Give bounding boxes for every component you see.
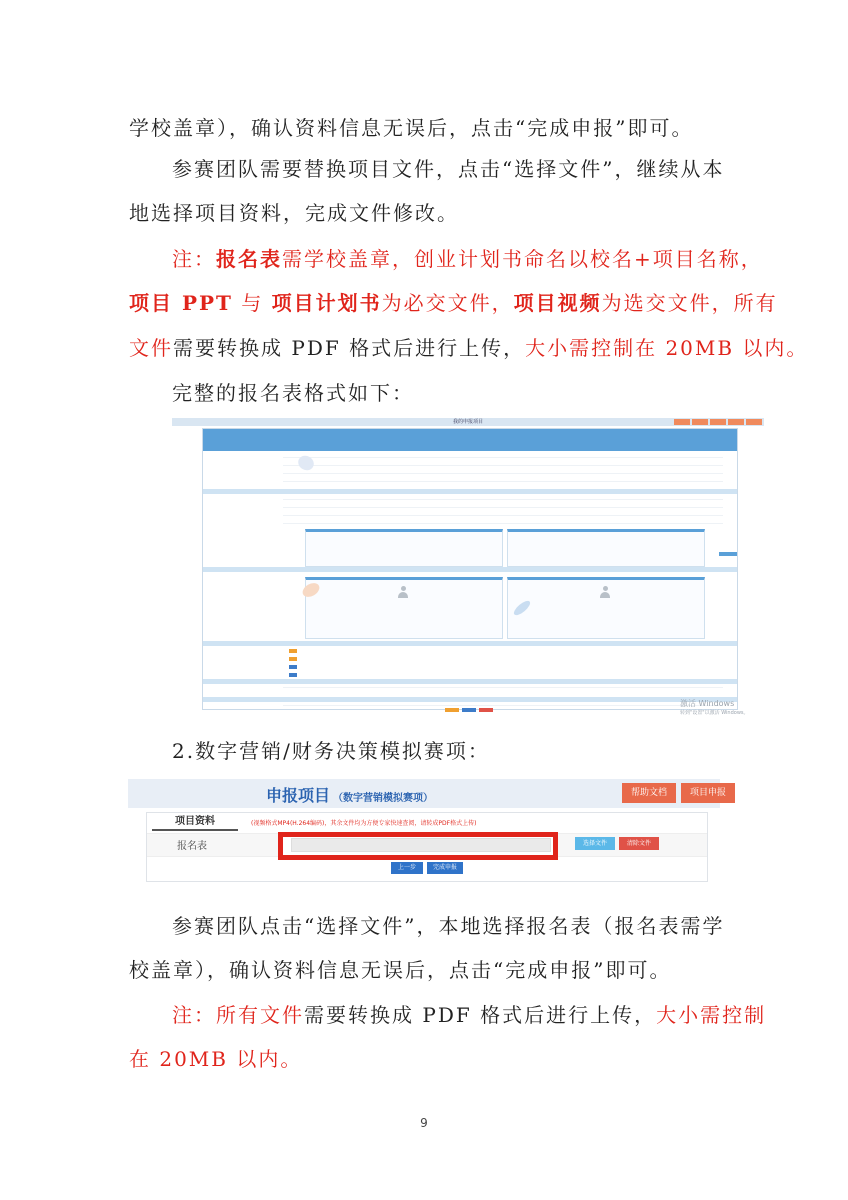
paragraph-line: 完整的报名表格式如下： — [172, 381, 414, 405]
mentor-card — [305, 577, 503, 639]
file-tag — [289, 673, 297, 677]
form-panel — [202, 428, 738, 710]
note-emphasis: 项目视频 — [513, 291, 602, 315]
note-emphasis: 报名表 — [216, 247, 282, 271]
title-text: 申报项目 — [266, 786, 331, 805]
avatar-icon — [398, 586, 408, 598]
note-line — [129, 287, 778, 319]
clear-file-button[interactable]: 清除文件 — [619, 837, 659, 850]
screenshot-top-buttons — [674, 419, 762, 425]
screenshot-title: 我的申报项目 — [452, 419, 483, 425]
note-prefix: 注： — [172, 247, 216, 271]
file-tag — [289, 657, 297, 661]
member-card — [507, 529, 705, 567]
member-card — [305, 529, 503, 567]
top-button — [746, 419, 762, 425]
form-header-block — [203, 429, 737, 451]
prev-step-button[interactable]: 上一步 — [391, 862, 423, 874]
form-section-bar — [203, 641, 737, 646]
note-line — [172, 243, 763, 275]
registration-form-screenshot — [172, 418, 764, 718]
note-text: 为选交文件，所有 — [601, 291, 778, 315]
project-apply-button[interactable]: 项目申报 — [681, 783, 735, 803]
note-text: 注：所有文件 — [172, 1003, 304, 1027]
windows-watermark: 激活 Windows — [680, 699, 735, 708]
note-line: 在 20MB 以内。 — [129, 1047, 303, 1071]
note-emphasis: 项目计划书 — [271, 291, 382, 315]
note-text: 需要转换成 PDF 格式后进行上传， — [304, 1003, 657, 1027]
note-text: 大小需控制 — [656, 1003, 767, 1027]
bottom-button — [479, 708, 493, 712]
section-label: 项目资料 — [152, 815, 238, 831]
note-line — [129, 332, 808, 364]
windows-watermark-sub: 转到"设置"以激活 Windows。 — [680, 710, 749, 716]
mentor-card — [507, 577, 705, 639]
form-section-bar — [203, 567, 737, 572]
bottom-button — [445, 708, 459, 712]
note-text: 大小需控制在 20MB 以内。 — [525, 336, 809, 360]
paragraph-line: 地选择项目资料，完成文件修改。 — [129, 201, 459, 225]
top-button — [710, 419, 726, 425]
top-button — [674, 419, 690, 425]
note-text: 与 — [232, 291, 272, 315]
row-label: 报名表 — [177, 841, 207, 852]
upload-hint: (视频格式MP4(H.264编码)，其余文件均为方便专家快速查阅，请转成PDF格式上传) — [251, 820, 477, 827]
side-tag — [719, 552, 737, 556]
form-bottom-buttons — [445, 708, 493, 712]
page-number: 9 — [420, 1116, 428, 1130]
title-subtitle: （数字营销模拟赛项） — [333, 793, 434, 804]
paragraph-line: 参赛团队点击“选择文件”，本地选择报名表（报名表需学 — [172, 914, 725, 938]
note-emphasis: 项目 PPT — [129, 291, 233, 315]
form-section-bar — [203, 489, 737, 494]
form-section-bar — [203, 697, 737, 702]
paragraph-line: 校盖章），确认资料信息无误后，点击“完成申报”即可。 — [129, 958, 672, 982]
page-title — [266, 783, 433, 806]
paragraph-line: 参赛团队需要替换项目文件，点击“选择文件”，继续从本 — [172, 157, 725, 181]
note-text: 为必交文件， — [381, 291, 514, 315]
top-button — [692, 419, 708, 425]
file-input[interactable] — [291, 838, 551, 852]
finish-button[interactable]: 完成申报 — [427, 862, 463, 874]
section-heading: 2.数字营销/财务决策模拟赛项： — [172, 739, 490, 763]
avatar-icon — [600, 586, 610, 598]
select-file-button[interactable]: 选择文件 — [575, 837, 615, 850]
note-text: 文件 — [129, 336, 173, 360]
digital-marketing-screenshot — [128, 779, 726, 893]
form-section-bar — [203, 679, 737, 684]
note-line — [172, 999, 766, 1031]
note-text: 需要转换成 PDF 格式后进行上传， — [173, 336, 526, 360]
note-text: 需学校盖章，创业计划书命名以校名+项目名称， — [282, 247, 763, 271]
help-doc-button[interactable]: 帮助文档 — [622, 783, 676, 803]
form-box — [146, 812, 708, 882]
paragraph-line: 学校盖章），确认资料信息无误后，点击“完成申报”即可。 — [129, 116, 694, 140]
file-tag — [289, 665, 297, 669]
bottom-button — [462, 708, 476, 712]
top-button — [728, 419, 744, 425]
file-tag — [289, 649, 297, 653]
